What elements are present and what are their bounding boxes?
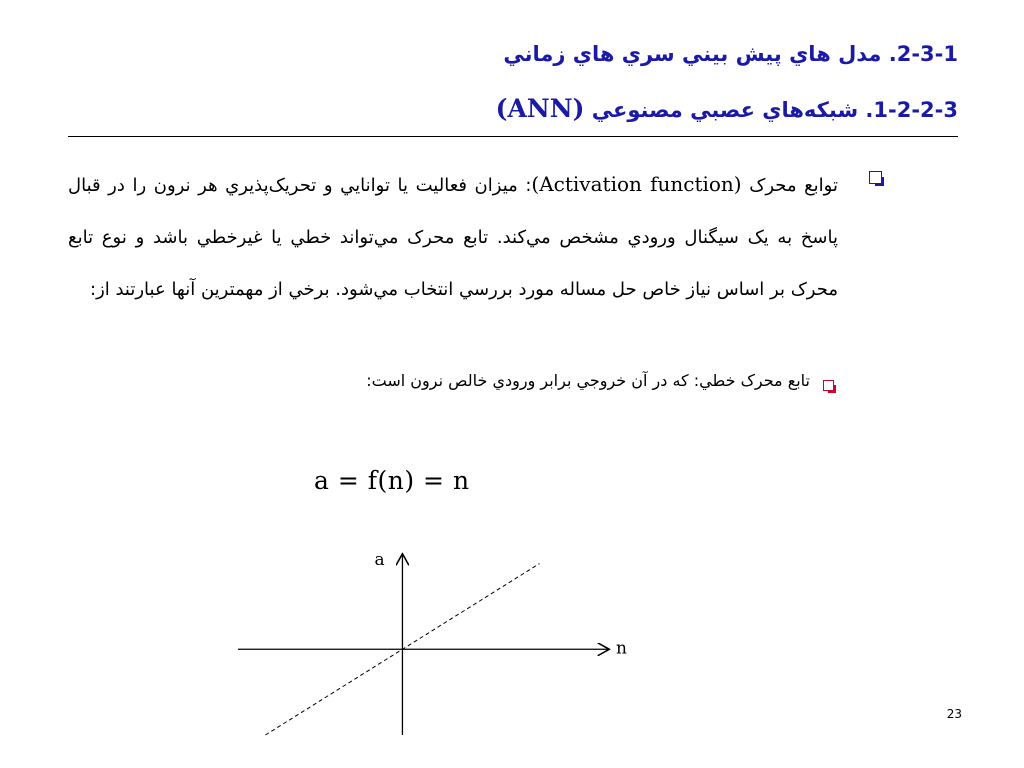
y-axis-label: a: [374, 550, 385, 570]
x-axis-label: n: [616, 638, 627, 659]
section-heading: 2-3-1. مدل هاي پيش بيني سري هاي زماني: [503, 42, 958, 66]
para-rest: : ميزان فعاليت يا توانايي و تحريک‌پذيري هر نرون را در قبال پاسخ به يک سيگنال ورودي مشخص مي‌کند. تابع محرک مي‌تواند خطي يا غيرخطي باشد و نوع تابع محرک بر اساس نياز خاص حل مساله مورد بررسي انتخاب مي‌شود. برخي از مهمترين آنها عبارتند از:: [68, 175, 838, 300]
linear-formula: a = f(n) = n: [314, 466, 470, 495]
para-term: (Activation function): [531, 172, 742, 196]
square-bullet-icon: [869, 171, 882, 184]
linear-function-item: تابع محرک خطي: که در آن خروجي برابر ورودي خالص نرون است:: [366, 371, 810, 390]
sub-bullet-icon: [823, 380, 834, 391]
subsection-heading: [496, 94, 958, 123]
linear-function-graph: [230, 545, 650, 745]
page-number: 23: [946, 707, 962, 721]
para-intro: توابع محرک: [749, 175, 838, 196]
subsection-heading-text: 1-2-2-3. شبکه‌هاي عصبي مصنوعي: [591, 98, 958, 122]
heading-divider: [68, 136, 958, 137]
subsection-heading-abbr: (ANN): [495, 94, 585, 123]
activation-function-paragraph: [68, 158, 838, 316]
